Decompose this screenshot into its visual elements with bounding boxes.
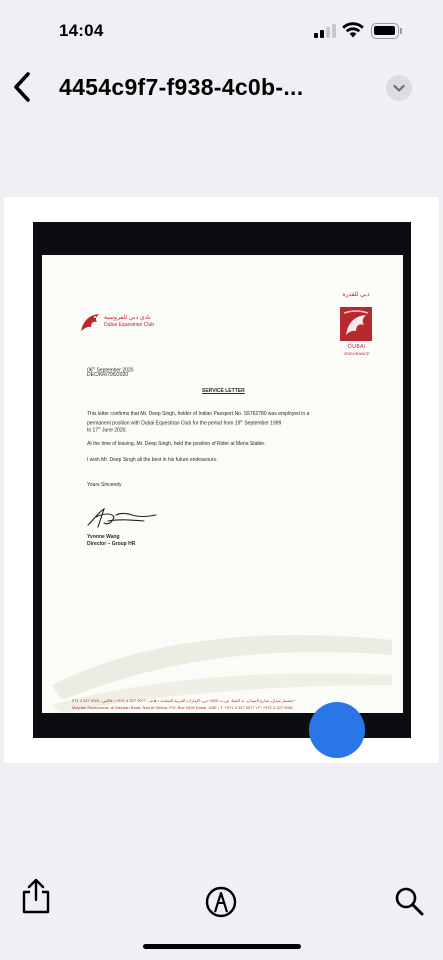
share-icon[interactable] (19, 878, 53, 914)
battery-icon (371, 23, 403, 39)
status-time: 14:04 (59, 21, 104, 40)
status-bar (0, 0, 443, 56)
footer-arabic-address: مضمار ميدان، شارع الميدان، ند الشبا، ص.ب 9305 دبي، الإمارات العربية المتحدة • هاتف: 0077 327 4 971+ • فاكس: 0091 327 4 971+ (72, 698, 296, 703)
endurance-word-dubai: DUBAI (348, 344, 366, 350)
paragraph-1-line-3: to 17th June 2020. (87, 426, 127, 434)
logo-english-text: Dubai Equestrian Club (104, 322, 155, 328)
floating-action-button[interactable] (309, 702, 365, 758)
wifi-icon (342, 22, 364, 38)
letter-date: 06th September 2020 (87, 366, 134, 374)
chevron-left-icon[interactable] (10, 70, 34, 104)
horse-logo-icon (79, 311, 103, 333)
chevron-down-icon (386, 75, 412, 101)
home-indicator (143, 944, 301, 949)
document-title: 4454c9f7-f938-4c0b-... (59, 74, 304, 100)
footer-english-address: Meydan Racecourse, Al Meydan Road, Nad Al Sheba, P.O. Box 9305 Dubai, UAE • T: +971 4 327 0077 • F: +971 4 327 0091 (72, 705, 294, 710)
endurance-word-endurance: ENDURANCE (344, 351, 370, 356)
document-photo (33, 222, 411, 738)
paragraph-3: I wish Mr. Deep Singh all the best in his future endeavours. (87, 457, 218, 463)
letter-heading: SERVICE LETTER (202, 388, 245, 394)
title-menu-button[interactable] (386, 75, 412, 101)
search-icon[interactable] (393, 884, 427, 920)
signer-title: Director – Group HR (87, 541, 136, 547)
logo-arabic-text: نادي دبي للفروسية (104, 315, 151, 321)
paragraph-1-line-2: permanent position with Dubai Equestrian Club for the period from 19th September 1999 (87, 419, 282, 427)
document-page[interactable] (4, 197, 439, 763)
service-letter (42, 255, 403, 713)
signature-image (86, 505, 158, 531)
signer-name: Yvonne Wang (87, 534, 120, 540)
paragraph-1-line-1: This letter confirms that Mr. Deep Singh, holder of Indian Passport No. S5762780 was employed in a (87, 411, 310, 417)
bottom-toolbar (0, 870, 443, 930)
endurance-logo-icon (340, 307, 372, 341)
closing-line: Yours Sincerely (87, 482, 122, 488)
markup-pen-icon[interactable] (204, 884, 238, 920)
signal-icon (314, 24, 336, 38)
letter-reference: DEC/KR/796/2020 (87, 372, 129, 378)
navigation-bar (0, 60, 443, 116)
paragraph-2: At the time of leaving, Mr. Deep Singh, held the position of Rider at Mena Stable. (87, 441, 266, 447)
endurance-arabic-text: دبي للقدرة (342, 292, 370, 298)
